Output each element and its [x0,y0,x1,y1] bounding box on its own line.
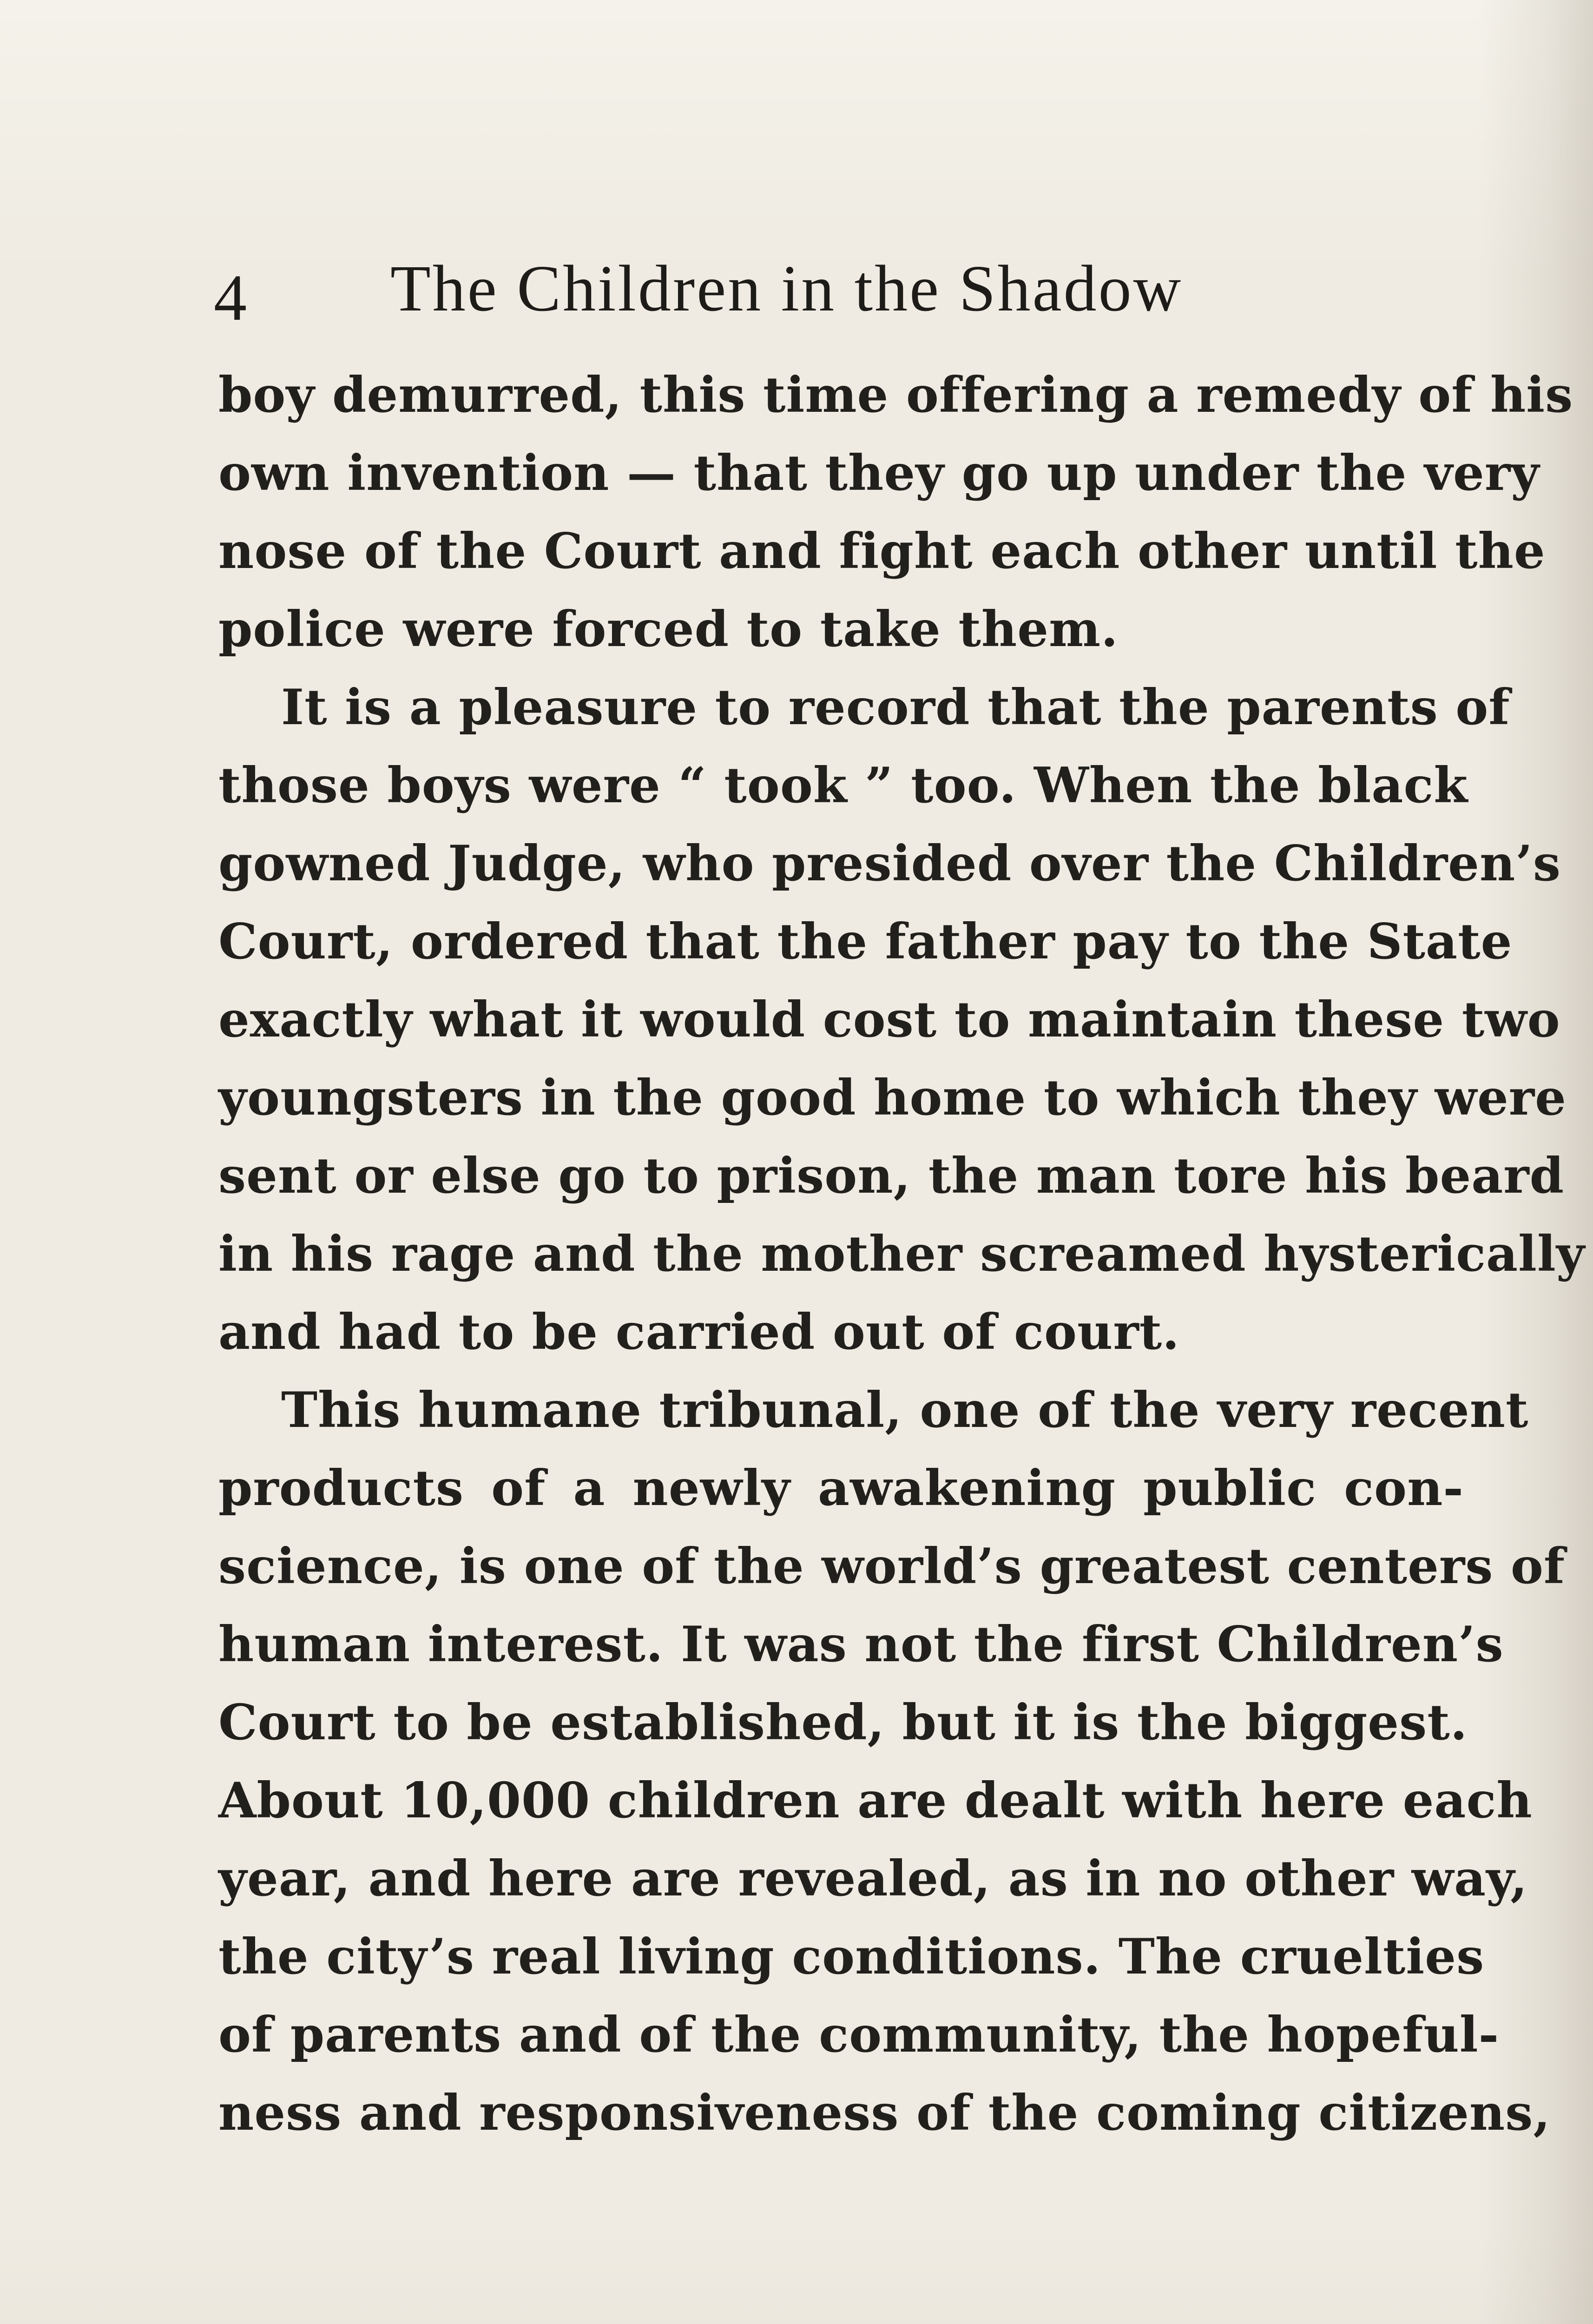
text-line: Court, ordered that the father pay to the State [218,912,1513,970]
text-line: exactly what it would cost to maintain these two [218,990,1560,1048]
text-line: sent or else go to prison, the man tore his beard [218,1147,1565,1204]
text-line: nose of the Court and fight each other until the [218,522,1546,580]
text-line: in his rage and the mother screamed hysterically [218,1225,1585,1282]
body-text [218,356,1585,2152]
text-line: This humane tribunal, one of the very recent [281,1381,1529,1439]
text-line: ness and responsiveness of the coming citizens, [218,2084,1551,2141]
text-line: About 10,000 children are dealt with here each [218,1771,1533,1829]
text-line: the city’s real living conditions. The cruelties [218,1928,1485,1985]
text-line: boy demurred, this time offering a remedy of his [218,366,1573,423]
text-line: science, is one of the world’s greatest centers of [218,1537,1566,1595]
running-head [214,242,1292,335]
text-line: those boys were “ took ” too. When the black [218,756,1468,814]
text-line: It is a pleasure to record that the parents of [281,678,1510,736]
text-line: year, and here are revealed, as in no other way, [218,1849,1528,1907]
text-line: of parents and of the community, the hopeful- [218,2006,1500,2063]
text-line: products of a newly awakening public con- [218,1459,1464,1517]
text-line: youngsters in the good home to which they were [218,1069,1567,1126]
page-number: 4 [214,261,249,334]
text-line: own invention — that they go up under the very [218,444,1540,502]
text-line: Court to be established, but it is the biggest. [218,1693,1468,1751]
text-line: human interest. It was not the first Children’s [218,1615,1504,1673]
running-title: The Children in the Shadow [390,251,1183,325]
text-line: gowned Judge, who presided over the Children’s [218,834,1561,892]
text-line: and had to be carried out of court. [218,1303,1180,1360]
text-line: police were forced to take them. [218,600,1119,658]
